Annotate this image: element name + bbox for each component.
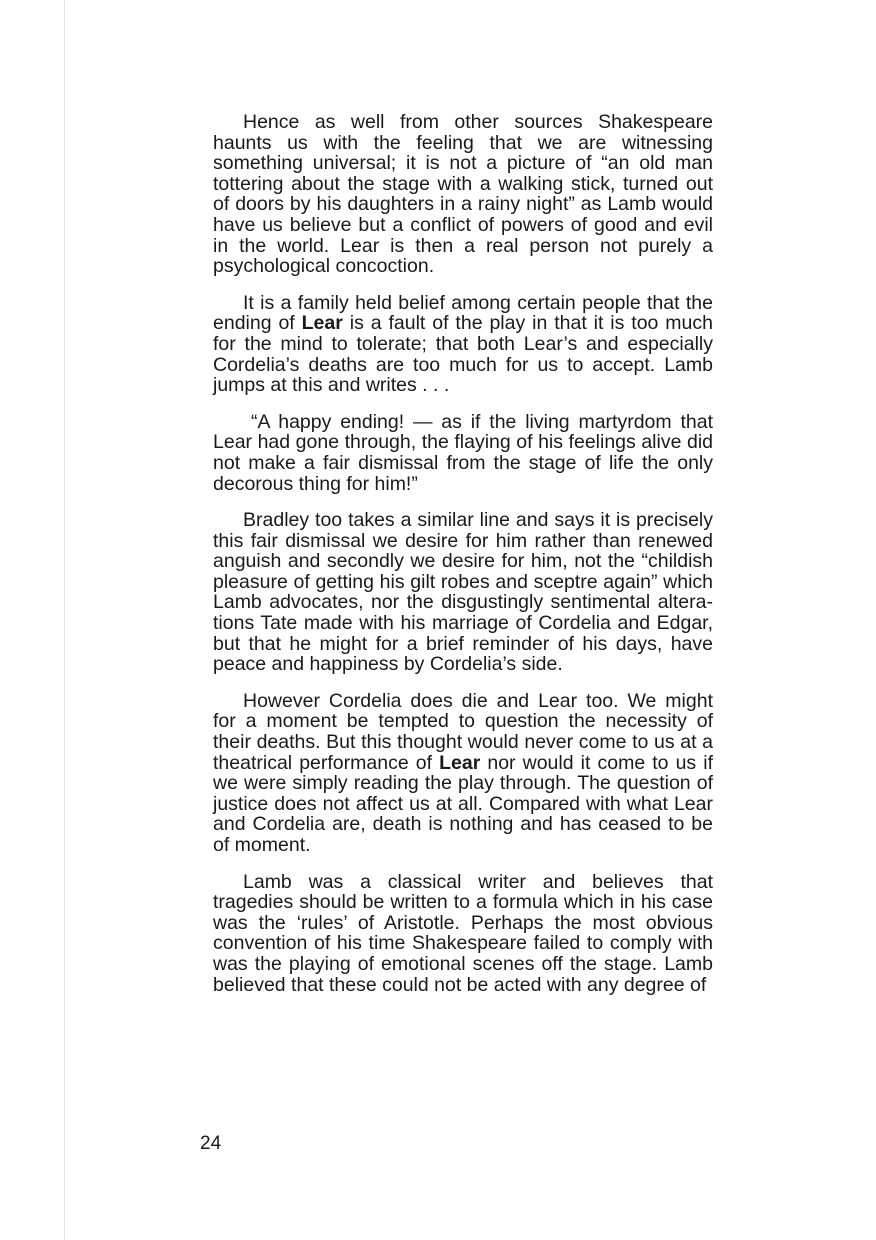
paragraph-3-text: “A happy ending! — as if the living martyrdom that Lear had gone through, the flaying of his feelings alive did not make a fair dismissal from the stage of life the only decorous thing for him!”: [213, 410, 713, 495]
page-number: 24: [200, 1133, 222, 1154]
paragraph-4: [213, 510, 713, 675]
paragraph-1: [213, 112, 713, 277]
paragraph-4-text: Bradley too takes a similar line and says it is precisely this fair dismissal we desire for him rather than renewed anguish and secondly we desire for him, not the “childish pleasure of getting his gilt robes and sceptre again” which Lamb advocates, nor the disgustingly sentimental alterations Tate made with his marriage of Cordelia and Edgar, but that he might for a brief reminder of his days, have peace and happiness by Cordelia’s side.: [213, 509, 713, 676]
paragraph-5: [213, 691, 713, 856]
paragraph-3-quotation: [213, 412, 713, 494]
play-title-lear: Lear: [301, 312, 343, 335]
paragraph-5-text-b: nor would it come to us if we were simply reading the play through. The question of justice does not affect us at all. Compared with what Lear and Cordelia are, death is nothing and has ceased to be of moment.: [213, 751, 713, 856]
page-binding-edge: [64, 0, 65, 1240]
play-title-lear-2: Lear: [439, 751, 481, 774]
paragraph-6: [213, 872, 713, 996]
paragraph-2-text-b: is a fault of the play in that it is too much for the mind to tolerate; that both Lear’s and especially Cordelia’s deaths are too much for us to accept. Lamb jumps at this and writes . . .: [213, 312, 713, 397]
paragraph-2-text-a: It is a family held belief among certain people that the ending of: [213, 291, 713, 335]
paragraph-5-text-a: However Cordelia does die and Lear too. We might for a moment be tempted to question the necessity of their deaths. But this thought would never come to us at a theatrical performance of: [213, 689, 713, 774]
paragraph-2: [213, 293, 713, 396]
paragraph-1-text: Hence as well from other sources Shakespeare haunts us with the feeling that we are witnessing something universal; it is not a picture of “an old man tottering about the stage with a walking stick, turned out of doors by his daughters in a rainy night” as Lamb would have us believe but a conflict of powers of good and evil in the world. Lear is then a real person not purely a psychological concoction.: [213, 111, 713, 278]
paragraph-6-text: Lamb was a classical writer and believes that tragedies should be written to a formula which in his case was the ‘rules’ of Aristotle. Perhaps the most obvious convention of his time Shakespeare failed to comply with was the playing of emotional scenes off the stage. Lamb believed that these could not be acted with any degree of: [213, 870, 713, 996]
body-text: [213, 112, 713, 1011]
